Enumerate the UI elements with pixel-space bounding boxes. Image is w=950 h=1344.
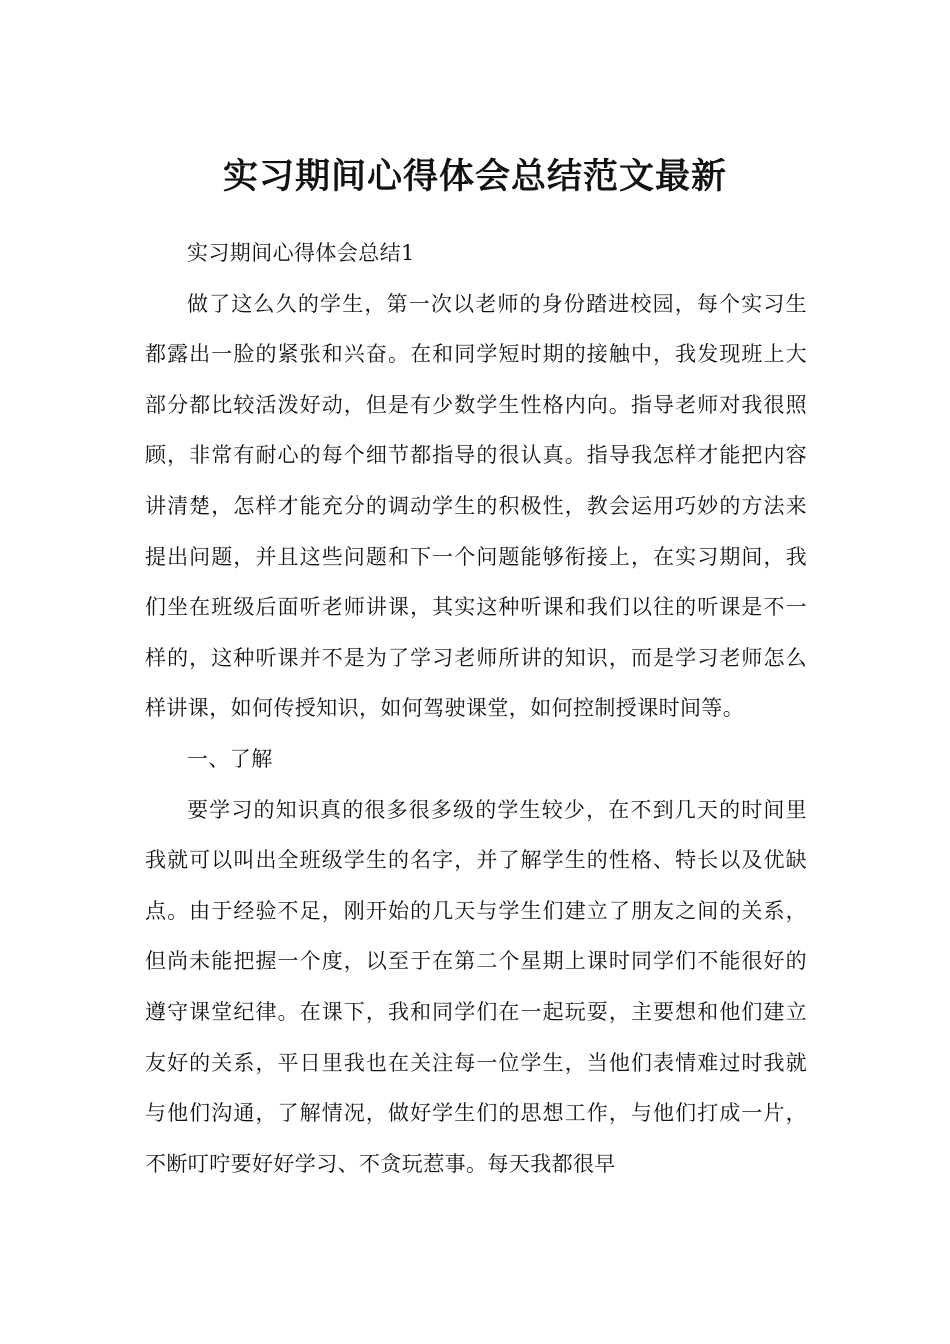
- document-body: [145, 228, 807, 1189]
- body-paragraph: 要学习的知识真的很多很多级的学生较少，在不到几天的时间里我就可以叫出全班级学生的名字，并了解学生的性格、特长以及优缺点。由于经验不足，刚开始的几天与学生们建立了朋友之间的关系，但尚未能把握一个度，以至于在第二个星期上课时同学们不能很好的遵守课堂纪律。在课下，我和同学们在一起玩耍，主要想和他们建立友好的关系，平日里我也在关注每一位学生，当他们表情难过时我就与他们沟通，了解情况，做好学生们的思想工作，与他们打成一片，不断叮咛要好好学习、不贪玩惹事。每天我都很早: [145, 797, 807, 1176]
- body-paragraph: 做了这么久的学生，第一次以老师的身份踏进校园，每个实习生都露出一脸的紧张和兴奋。在和同学短时期的接触中，我发现班上大部分都比较活泼好动，但是有少数学生性格内向。指导老师对我很照顾，非常有耐心的每个细节都指导的很认真。指导我怎样才能把内容讲清楚，怎样才能充分的调动学生的积极性，教会运用巧妙的方法来提出问题，并且这些问题和下一个问题能够衔接上，在实习期间，我们坐在班级后面听老师讲课，其实这种听课和我们以往的听课是不一样的，这种听课并不是为了学习老师所讲的知识，而是学习老师怎么样讲课，如何传授知识，如何驾驶课堂，如何控制授课时间等。: [145, 291, 807, 721]
- section-heading: 实习期间心得体会总结1: [187, 241, 415, 265]
- section-heading: 一、了解: [187, 746, 273, 771]
- document-title: 实习期间心得体会总结范文最新: [222, 157, 727, 198]
